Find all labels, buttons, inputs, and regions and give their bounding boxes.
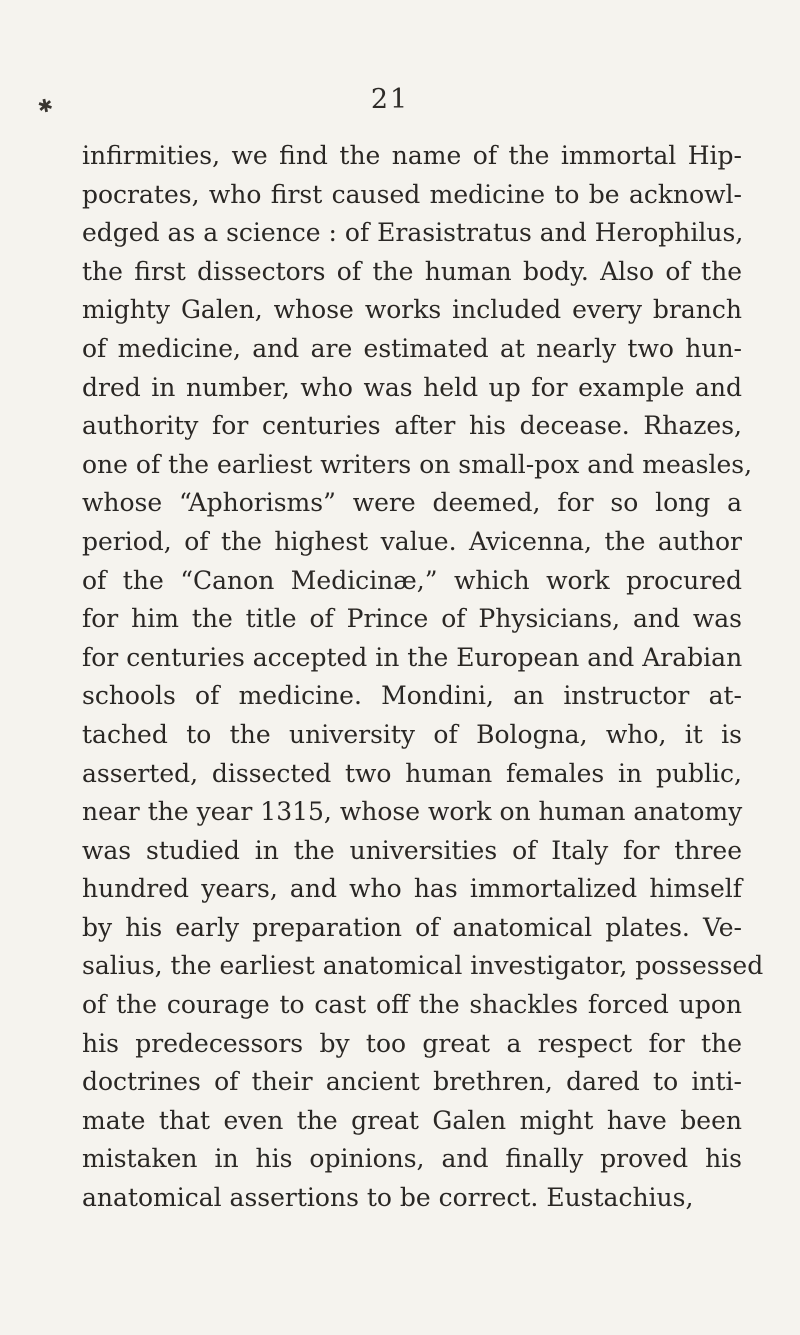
body-paragraph xyxy=(82,137,764,1218)
text-line: one of the earliest writers on small-pox and measles, xyxy=(82,449,753,479)
text-line: his predecessors by too great a respect for the xyxy=(82,1028,742,1058)
text-line: dred in number, who was held up for example and xyxy=(82,372,742,402)
text-line: of medicine, and are estimated at nearly two hun- xyxy=(82,333,742,363)
text-line: asserted, dissected two human females in public, xyxy=(82,758,742,788)
text-line: was studied in the universities of Italy for three xyxy=(82,835,742,865)
text-line: mate that even the great Galen might have been xyxy=(82,1105,742,1135)
margin-mark: ✱ xyxy=(35,94,56,119)
text-line: the first dissectors of the human body. Also of the xyxy=(82,256,742,286)
text-line: by his early preparation of anatomical plates. Ve- xyxy=(82,912,742,942)
text-line: for centuries accepted in the European and Arabian xyxy=(82,642,743,672)
text-line: tached to the university of Bologna, who, it is xyxy=(82,719,742,749)
text-line: period, of the highest value. Avicenna, the author xyxy=(82,526,742,556)
text-line: edged as a science : of Erasistratus and Herophilus, xyxy=(82,218,744,248)
text-line: anatomical assertions to be correct. Eustachius, xyxy=(82,1183,694,1213)
text-line: mistaken in his opinions, and finally proved his xyxy=(82,1144,742,1174)
text-line: for him the title of Prince of Physicians, and was xyxy=(82,604,742,634)
page-number: 21 xyxy=(370,84,410,115)
text-line: whose “Aphorisms” were deemed, for so long a xyxy=(82,488,742,518)
text-line: doctrines of their ancient brethren, dared to inti- xyxy=(82,1067,742,1097)
text-line: of the “Canon Medicinæ,” which work procured xyxy=(82,565,742,595)
text-line: hundred years, and who has immortalized himself xyxy=(82,874,742,904)
text-line: of the courage to cast off the shackles forced upon xyxy=(82,990,742,1020)
text-line: infirmities, we find the name of the immortal Hip- xyxy=(82,141,742,170)
text-line: salius, the earliest anatomical investigator, possessed xyxy=(82,951,764,981)
text-line: authority for centuries after his decease. Rhazes, xyxy=(82,411,742,441)
text-line: mighty Galen, whose works included every branch xyxy=(82,295,742,325)
text-line: pocrates, who first caused medicine to be acknowl- xyxy=(82,179,742,209)
text-line: schools of medicine. Mondini, an instructor at- xyxy=(82,681,742,711)
text-line: near the year 1315, whose work on human anatomy xyxy=(82,797,743,827)
